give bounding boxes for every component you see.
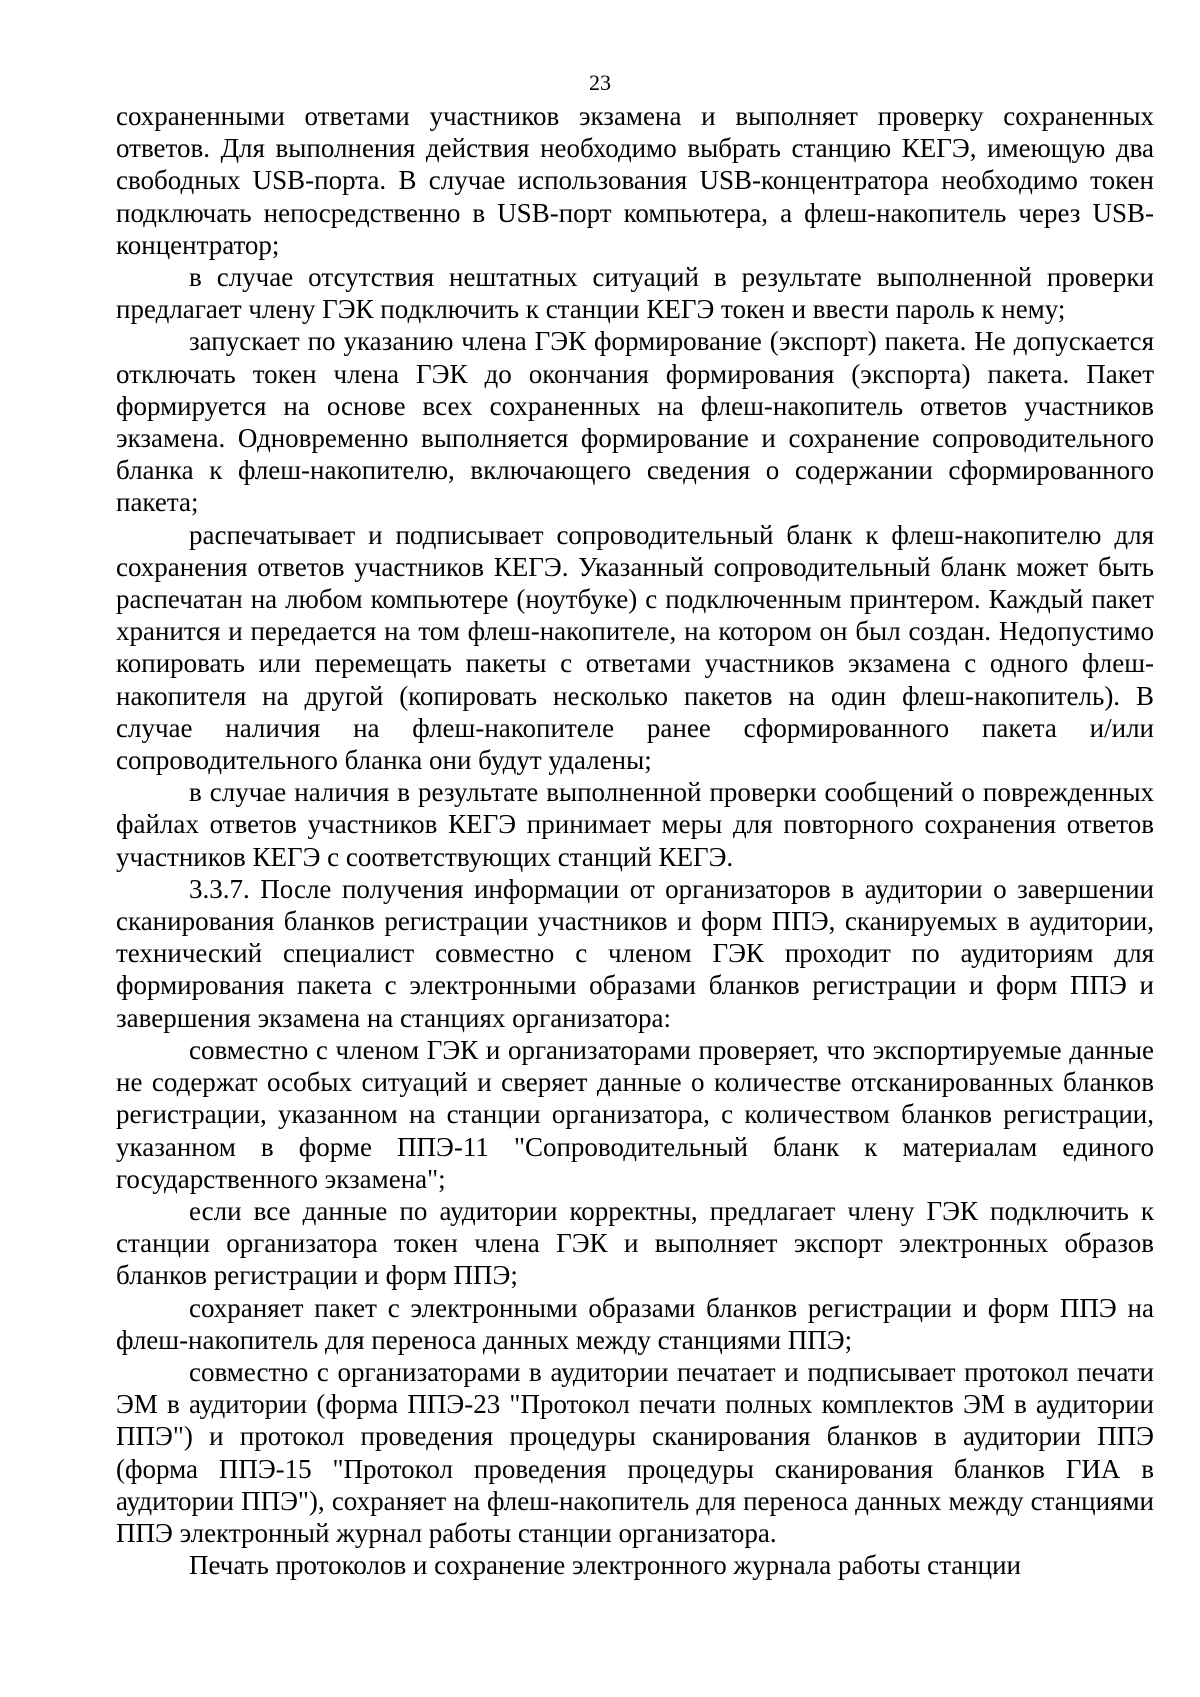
paragraph-export-package: запускает по указанию члена ГЭК формирование (экспорт) пакета. Не допускается отключать токен члена ГЭК до окончания формирования (экспорта) пакета. Пакет формируется на основе всех сохраненных на флеш-накопитель ответов участников экзамена. Одновременно выполняется формирование и сохранение сопроводительного бланка к флеш-накопителю, включающего сведения о содержании сформированного пакета; [116, 326, 1154, 518]
paragraph-save-package: сохраняет пакет с электронными образами бланков регистрации и форм ППЭ на флеш-накопитель для переноса данных между станциями ППЭ; [116, 1292, 1154, 1355]
paragraph-no-incidents: в случае отсутствия нештатных ситуаций в результате выполненной проверки предлагает члену ГЭК подключить к станции КЕГЭ токен и ввести пароль к нему; [116, 262, 1154, 325]
paragraph-final: Печать протоколов и сохранение электронного журнала работы станции [189, 1550, 1021, 1581]
paragraph-continuation: сохраненными ответами участников экзамена и выполняет проверку сохраненных ответов. Для выполнения действия необходимо выбрать станцию КЕГЭ, имеющую два свободных USB-порта. В случае использования USB-концентратора необходимо токен подключать непосредственно в USB-порт компьютера, а флеш-накопитель через USB-концентратор; [116, 101, 1154, 260]
paragraph-print-form: распечатывает и подписывает сопроводительный бланк к флеш-накопителю для сохранения ответов участников КЕГЭ. Указанный сопроводительный бланк может быть распечатан на любом компьютере (ноутбуке) с подключенным принтером. Каждый пакет хранится и передается на том флеш-накопителе, на котором он был создан. Недопустимо копировать или перемещать пакеты с ответами участников экзамена с одного флеш-накопителя на другой (копировать несколько пакетов на один флеш-накопитель). В случае наличия на флеш-накопителе ранее сформированного пакета и/или сопроводительного бланка они будут удалены; [116, 519, 1154, 776]
paragraph-print-protocols: совместно с организаторами в аудитории печатает и подписывает протокол печати ЭМ в аудитории (форма ППЭ-23 "Протокол печати полных комплектов ЭМ в аудитории ППЭ") и протокол проведения процедуры сканирования бланков в аудитории ППЭ (форма ППЭ-15 "Протокол проведения процедуры сканирования бланков ГИА в аудитории ППЭ"), сохраняет на флеш-накопитель для переноса данных между станциями ППЭ электронный журнал работы станции организатора. [116, 1356, 1154, 1548]
document-body [116, 100, 1154, 1581]
paragraph-section-3-3-7: 3.3.7. После получения информации от организаторов в аудитории о завершении сканирования бланков регистрации участников и форм ППЭ, сканируемых в аудитории, технический специалист совместно с членом ГЭК проходит по аудиториям для формирования пакета с электронными образами бланков регистрации и форм ППЭ и завершения экзамена на станциях организатора: [116, 873, 1154, 1033]
paragraph-export-images: если все данные по аудитории корректны, предлагает члену ГЭК подключить к станции организатора токен члена ГЭК и выполняет экспорт электронных образов бланков регистрации и форм ППЭ; [116, 1195, 1154, 1291]
paragraph-damaged-files: в случае наличия в результате выполненной проверки сообщений о поврежденных файлах ответов участников КЕГЭ принимает меры для повторного сохранения ответов участников КЕГЭ с соответствующих станций КЕГЭ. [116, 777, 1154, 872]
paragraph-verify-data: совместно с членом ГЭК и организаторами проверяет, что экспортируемые данные не содержат особых ситуаций и сверяет данные о количестве отсканированных бланков регистрации, указанном на станции организатора, с количеством бланков регистрации, указанном в форме ППЭ-11 "Сопроводительный бланк к материалам единого государственного экзамена"; [116, 1034, 1154, 1194]
page-number: 23 [589, 70, 611, 95]
